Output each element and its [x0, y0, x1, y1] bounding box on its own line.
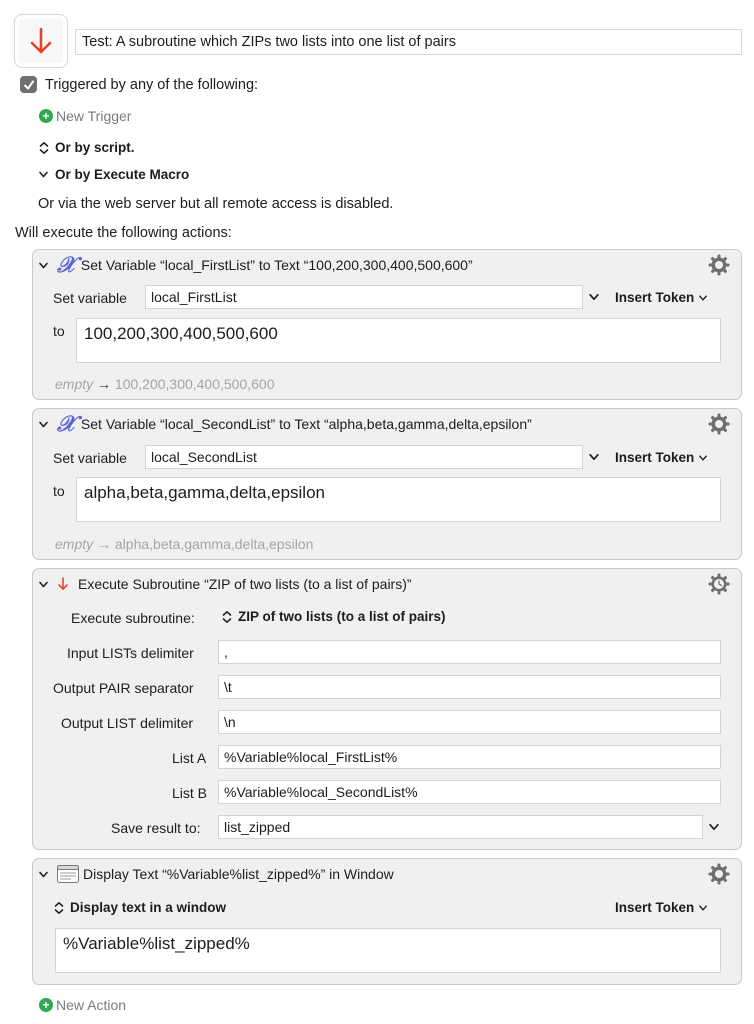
- variable-x-icon: 𝒳: [57, 411, 76, 437]
- execute-subroutine-label: Execute subroutine:: [71, 610, 195, 626]
- action-header[interactable]: [33, 250, 741, 280]
- gear-icon[interactable]: [707, 862, 731, 886]
- value-preview: [55, 536, 313, 552]
- param-input[interactable]: \n: [218, 710, 721, 734]
- up-down-chevron-icon: [53, 901, 65, 915]
- new-action-label: New Action: [56, 997, 127, 1013]
- plus-icon: +: [39, 109, 53, 123]
- insert-token-label: Insert Token: [615, 290, 695, 305]
- triggers-label: Triggered by any of the following:: [45, 76, 259, 93]
- macro-icon[interactable]: [14, 14, 68, 68]
- triggers-toggle[interactable]: [20, 76, 258, 93]
- preview-empty-label: empty: [55, 376, 94, 392]
- chevron-down-icon: [38, 169, 49, 180]
- action-header[interactable]: [33, 409, 741, 439]
- chevron-down-icon: [698, 293, 708, 303]
- subroutine-value: ZIP of two lists (to a list of pairs): [238, 609, 446, 624]
- or-by-script-label: Or by script.: [55, 140, 135, 155]
- param-label: Output PAIR separator: [53, 680, 194, 696]
- plus-icon: +: [39, 998, 53, 1012]
- arrow-right-icon: →: [97, 376, 112, 392]
- action-title: Set Variable “local_FirstList” to Text “100,200,300,400,500,600”: [80, 257, 473, 273]
- insert-token-label: Insert Token: [615, 900, 695, 915]
- param-label: List B: [172, 785, 208, 801]
- macro-name-field[interactable]: Test: A subroutine which ZIPs two lists into one list of pairs: [75, 29, 742, 55]
- insert-token-label: Insert Token: [615, 450, 695, 465]
- action-title: Set Variable “local_SecondList” to Text “alpha,beta,gamma,delta,epsilon”: [80, 416, 532, 432]
- display-text-field[interactable]: %Variable%list_zipped%: [55, 928, 721, 973]
- new-trigger-label: New Trigger: [56, 108, 132, 124]
- chevron-down-icon[interactable]: [708, 821, 720, 833]
- new-trigger-button[interactable]: [39, 108, 131, 124]
- insert-token-button[interactable]: [615, 290, 708, 305]
- to-label: to: [53, 483, 65, 499]
- chevron-down-icon[interactable]: [588, 451, 600, 463]
- action-set-variable-2: [32, 408, 742, 560]
- param-input[interactable]: ,: [218, 640, 721, 664]
- up-down-chevron-icon: [38, 141, 50, 155]
- text-value-field[interactable]: alpha,beta,gamma,delta,epsilon: [76, 477, 721, 522]
- param-input[interactable]: \t: [218, 675, 721, 699]
- arrow-right-icon: →: [97, 536, 112, 552]
- insert-token-button[interactable]: [615, 450, 708, 465]
- action-display-text: [32, 858, 742, 985]
- variable-name-input[interactable]: local_SecondList: [145, 445, 583, 469]
- value-preview: [55, 376, 275, 392]
- save-result-label: Save result to:: [111, 820, 201, 836]
- chevron-down-icon[interactable]: [38, 419, 49, 430]
- actions-header: Will execute the following actions:: [15, 225, 232, 241]
- subroutine-popup[interactable]: [221, 609, 446, 624]
- param-label: Output LIST delimiter: [61, 715, 194, 731]
- gear-icon[interactable]: [707, 412, 731, 436]
- set-variable-label: Set variable: [53, 450, 127, 466]
- window-icon: [57, 865, 79, 883]
- checkbox-icon[interactable]: [20, 76, 37, 93]
- preview-value: 100,200,300,400,500,600: [114, 376, 275, 392]
- gear-icon[interactable]: [707, 253, 731, 277]
- up-down-chevron-icon: [221, 610, 233, 624]
- action-set-variable-1: [32, 249, 742, 400]
- variable-x-icon: 𝒳: [57, 252, 76, 278]
- chevron-down-icon[interactable]: [38, 260, 49, 271]
- action-title: Display Text “%Variable%list_zipped%” in Window: [83, 866, 394, 882]
- param-label: List A: [172, 750, 207, 766]
- web-server-note: Or via the web server but all remote access is disabled.: [38, 196, 394, 212]
- or-by-execute-macro-label: Or by Execute Macro: [55, 167, 190, 182]
- action-header[interactable]: [33, 859, 741, 889]
- save-result-input[interactable]: list_zipped: [218, 815, 703, 839]
- down-arrow-icon: [28, 26, 54, 56]
- chevron-down-icon[interactable]: [38, 579, 49, 590]
- action-title: Execute Subroutine “ZIP of two lists (to a list of pairs)”: [78, 576, 412, 592]
- variable-name-input[interactable]: local_FirstList: [145, 285, 583, 309]
- chevron-down-icon: [698, 903, 708, 913]
- display-mode-popup[interactable]: [53, 900, 226, 915]
- chevron-down-icon[interactable]: [588, 291, 600, 303]
- preview-empty-label: empty: [55, 536, 94, 552]
- chevron-down-icon[interactable]: [38, 869, 49, 880]
- or-by-script-toggle[interactable]: [38, 140, 135, 155]
- param-label: Input LISTs delimiter: [67, 645, 194, 661]
- to-label: to: [53, 323, 65, 339]
- set-variable-label: Set variable: [53, 290, 127, 306]
- display-mode-value: Display text in a window: [70, 900, 227, 915]
- preview-value: alpha,beta,gamma,delta,epsilon: [114, 536, 314, 552]
- or-by-execute-macro-toggle[interactable]: [38, 167, 189, 182]
- insert-token-button[interactable]: [615, 900, 708, 915]
- gear-clock-icon[interactable]: [707, 572, 731, 596]
- param-input[interactable]: %Variable%local_FirstList%: [218, 745, 721, 769]
- new-action-button[interactable]: [39, 997, 126, 1013]
- param-input[interactable]: %Variable%local_SecondList%: [218, 780, 721, 804]
- down-arrow-icon: [57, 577, 69, 591]
- chevron-down-icon: [698, 453, 708, 463]
- action-execute-subroutine: [32, 568, 742, 850]
- text-value-field[interactable]: 100,200,300,400,500,600: [76, 318, 721, 363]
- action-header[interactable]: [33, 569, 741, 599]
